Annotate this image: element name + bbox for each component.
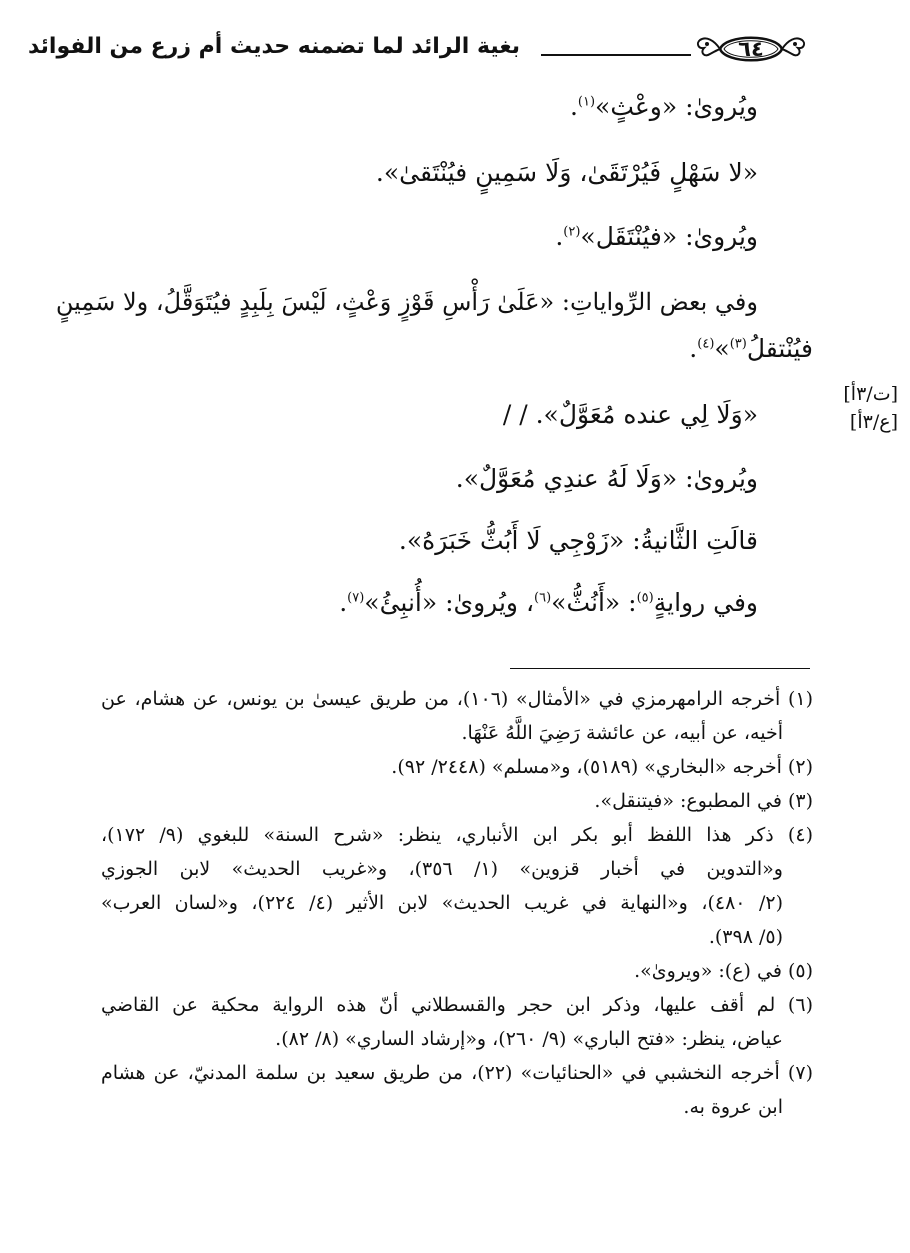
text-line <box>101 92 758 121</box>
footnote-1-cont: أخيه، عن أبيه، عن عائشة رَضِيَ اللَّهُ عَنْهَا. <box>461 722 783 744</box>
line-text: ويُروىٰ: «فيُنْتَقَل» <box>580 222 758 251</box>
line-text: فيُنْتقلُ <box>746 334 813 363</box>
footnote-6: (٦) لم أقف عليها، وذكر ابن حجر والقسطلاني أنّ هذه الرواية محكية عن القاضي <box>101 994 813 1016</box>
footnote-ref[interactable]: (٧) <box>347 590 365 606</box>
text-line <box>55 288 758 316</box>
footnote-3: (٣) في المطبوع: «فيتنقل». <box>594 790 813 812</box>
page-number: ٦٤ <box>738 37 764 61</box>
punctuation: . <box>569 92 578 121</box>
footnote-6-cont: عياض، ينظر: «فتح الباري» (٩/ ٢٦٠)، و«إرشاد الساري» (٨/ ٨٢). <box>275 1028 783 1050</box>
line-text: وفي روايةٍ <box>653 588 758 617</box>
text-line <box>101 334 813 363</box>
punctuation: » <box>714 334 730 363</box>
footnote-4-cont: (٥/ ٣٩٨). <box>708 926 783 948</box>
line-text: ، ويُروىٰ: «أُنبِئُ» <box>364 588 535 617</box>
punctuation: . <box>689 334 698 363</box>
footnote-2: (٢) أخرجه «البخاري» (٥١٨٩)، و«مسلم» (٢٤٤٨/ ٩٢). <box>391 756 813 778</box>
header-rule <box>541 54 691 56</box>
footnote-ref[interactable]: (٤) <box>697 336 715 352</box>
footnote-5: (٥) في (ع): «ويروىٰ». <box>634 960 813 982</box>
text-line <box>101 526 758 555</box>
footnote-4-cont: و«التدوين في أخبار قزوين» (١/ ٣٥٦)، و«غريب الحديث» لابن الجوزي <box>101 858 783 880</box>
footnote-7-cont: ابن عروة به. <box>683 1096 783 1118</box>
punctuation: . <box>555 222 564 251</box>
footnote-ref[interactable]: (٥) <box>636 590 654 606</box>
footnote-7: (٧) أخرجه النخشبي في «الحنائيات» (٢٢)، من طريق سعيد بن سلمة المدنيّ، عن هشام <box>101 1062 813 1084</box>
line-text: ويُروىٰ: «وعْثٍ» <box>595 92 758 121</box>
footnote-4: (٤) ذكر هذا اللفظ أبو بكر ابن الأنباري، ينظر: «شرح السنة» للبغوي (٩/ ١٧٢)، <box>101 824 813 846</box>
line-text: وفي بعض الرِّواياتِ: «عَلَىٰ رَأْسِ قَوْزٍ وَعْثٍ، لَيْسَ بِلَبِدٍ فيُتَوَقَّلُ، ولا سَمِينٍ <box>55 288 758 316</box>
margin-note: [ت/٣أ] <box>843 383 898 405</box>
footnote-ref[interactable]: (٣) <box>729 336 747 352</box>
footnote-separator <box>510 668 810 669</box>
text-line <box>101 400 758 429</box>
footnote-4-cont: (٢/ ٤٨٠)، و«النهاية في غريب الحديث» لابن الأثير (٤/ ٢٢٤)، و«لسان العرب» <box>101 892 783 914</box>
text-line <box>101 464 758 493</box>
line-text: ويُروىٰ: «وَلَا لَهُ عندِي مُعَوَّلٌ». <box>455 464 758 493</box>
page-header <box>27 26 810 72</box>
page-number-ornament <box>692 26 810 72</box>
footnote-ref[interactable]: (٦) <box>534 590 552 606</box>
line-text: قالَتِ الثَّانيةُ: «زَوْجِي لَا أَبُثُّ خَبَرَهُ». <box>398 526 758 555</box>
text-line <box>101 588 758 617</box>
line-text: «وَلَا لِي عنده مُعَوَّلٌ». / / <box>502 400 758 429</box>
running-title: بغية الرائد لما تضمنه حديث أم زرع من الفوائد <box>27 34 520 59</box>
margin-notes <box>818 380 898 436</box>
footnote-ref[interactable]: (٢) <box>563 224 581 240</box>
margin-note: [ع/٣أ] <box>849 411 898 433</box>
text-line <box>101 158 758 187</box>
text-line <box>101 222 758 251</box>
footnote-ref[interactable]: (١) <box>577 94 596 110</box>
footnote-1: (١) أخرجه الرامهرمزي في «الأمثال» (١٠٦)، من طريق عيسىٰ بن يونس، عن هشام، عن <box>101 688 813 710</box>
line-text: : «أَنُثُّ» <box>551 588 637 617</box>
punctuation: . <box>339 588 348 617</box>
line-text: «لا سَهْلٍ فَيُرْتَقَىٰ، وَلَا سَمِينٍ فيُنْتَقىٰ». <box>375 158 758 187</box>
